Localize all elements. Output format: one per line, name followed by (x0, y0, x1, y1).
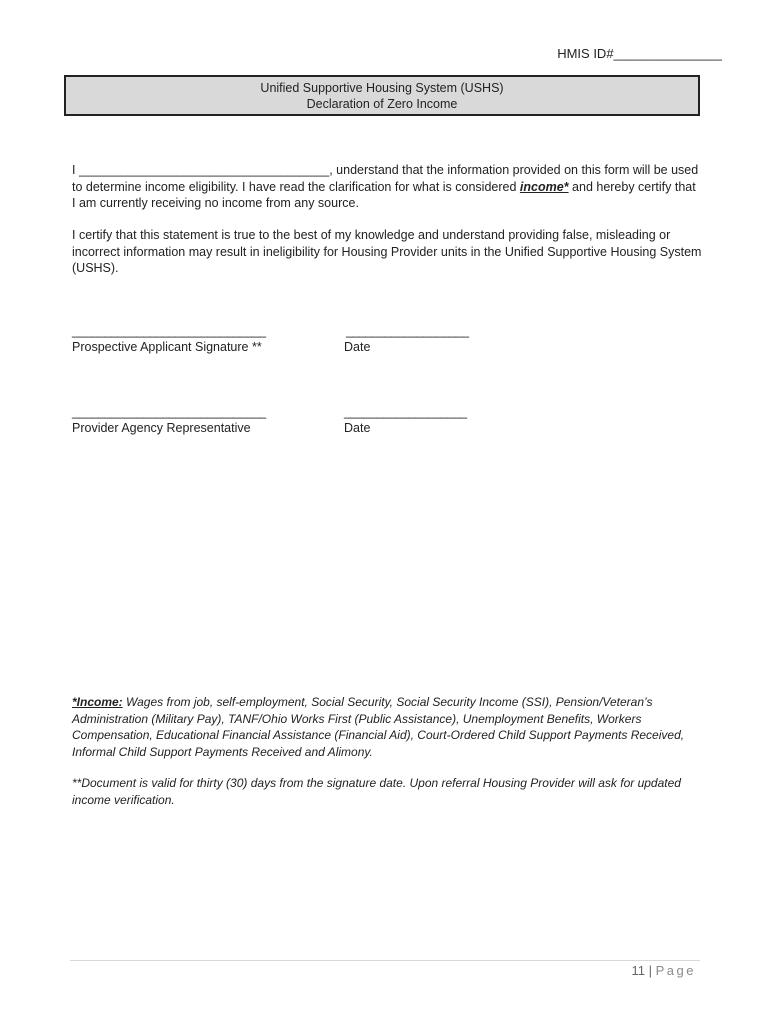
applicant-date-label: Date (344, 340, 371, 354)
applicant-date-line: ___________________ (346, 324, 469, 338)
applicant-signature-line: ______________________________ (72, 324, 266, 338)
applicant-signature-label: Prospective Applicant Signature ** (72, 340, 262, 354)
form-title-box (64, 75, 700, 116)
page-number (632, 963, 696, 978)
hmis-id-field: HMIS ID#_______________ (557, 46, 722, 61)
form-title-line1: Unified Supportive Housing System (USHS) (260, 81, 504, 95)
income-term: income* (519, 179, 569, 194)
income-footnote-text: Wages from job, self-employment, Social Security, Social Security Income (SSI), Pension/Veteran’s Administration (Military Pay), TANF/Ohio Works First (Public Assistance), Unemployment Benefits, Workers Compensation, Educational Financial Assistance (Financial Aid), Court-Ordered Child Support Payments Received, Informal Child Support Payments Received and Alimony. (72, 695, 685, 759)
provider-date-line: ___________________ (344, 405, 467, 419)
footer-divider (70, 960, 700, 961)
declaration-prefix: I ____________________________________, understand that the information provided on this form will be used to determine income eligibility. I have read the clarification for what is considered (72, 163, 699, 194)
page-number-separator: | (645, 963, 656, 978)
provider-signature-label: Provider Agency Representative (72, 421, 251, 435)
page-number-value: 11 (631, 963, 646, 978)
provider-signature-line: ______________________________ (72, 405, 266, 419)
validity-footnote: **Document is valid for thirty (30) days from the signature date. Upon referral Housing Provider will ask for updated income verification. (72, 776, 681, 807)
form-title-line2: Declaration of Zero Income (306, 97, 458, 111)
income-footnote-term: *Income: (72, 695, 123, 709)
provider-date-label: Date (344, 421, 371, 435)
income-definition-footnote (72, 694, 702, 760)
certification-paragraph: I certify that this statement is true to the best of my knowledge and understand providing false, misleading or incorrect information may result in ineligibility for Housing Provider units in the Unified Supportive Housing System (USHS). (72, 228, 702, 275)
declaration-suffix: and hereby certify that I am currently receiving no income from any source. (72, 179, 696, 210)
declaration-paragraph (72, 162, 702, 212)
page-word: Page (655, 963, 696, 978)
